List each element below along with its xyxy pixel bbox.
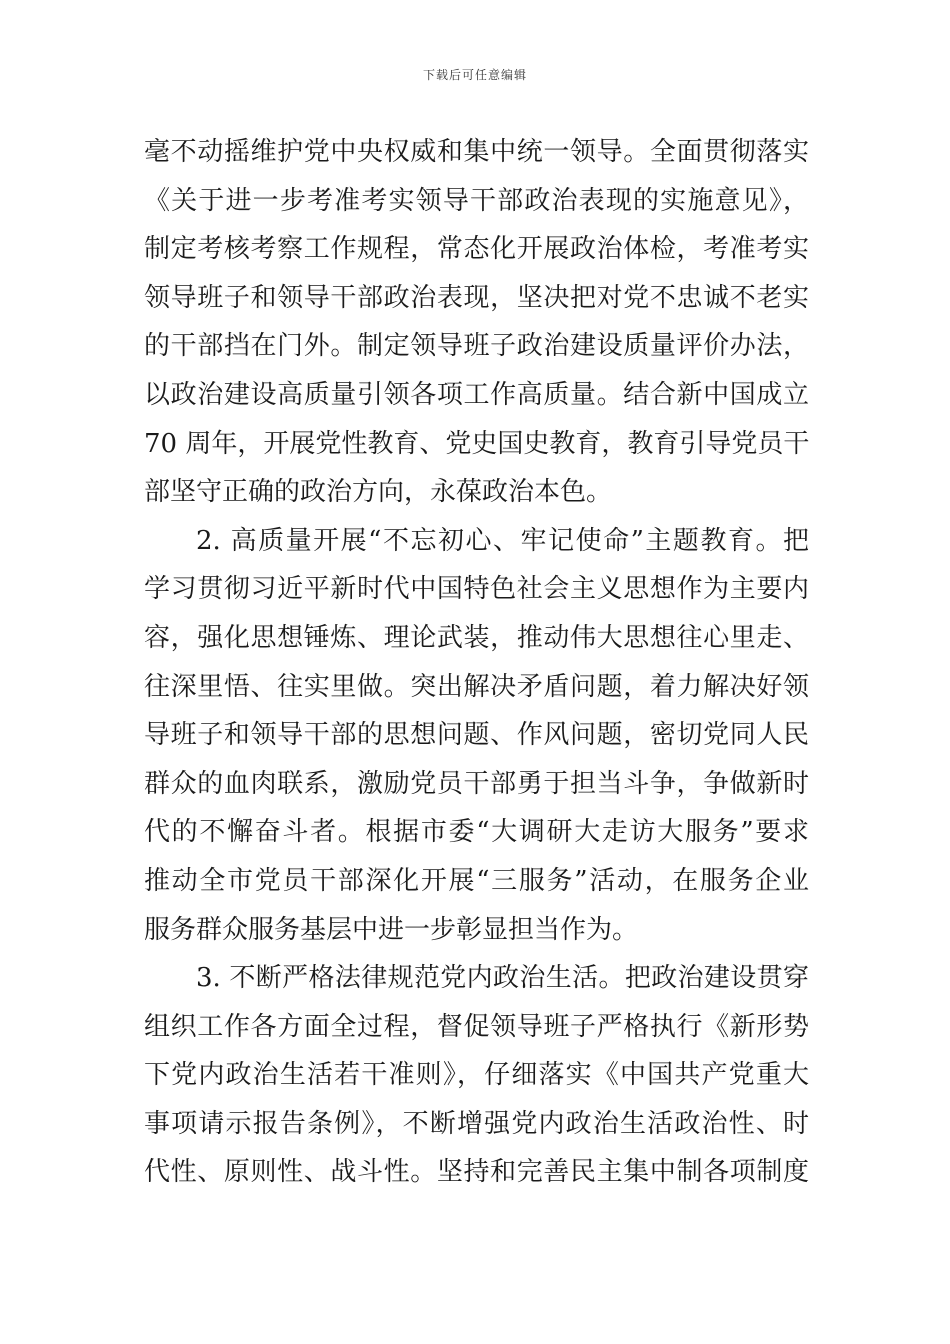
text-line: 以政治建设高质量引领各项工作高质量。结合新中国成立 [144,379,809,410]
text-line: 学习贯彻习近平新时代中国特色社会主义思想作为主要内 [144,574,809,605]
text-line: 组织工作各方面全过程，督促领导班子严格执行《新形势 [144,1011,809,1042]
text-line: 的干部挡在门外。制定领导班子政治建设质量评价办法， [144,331,809,362]
text-line: 领导班子和领导干部政治表现，坚决把对党不忠诚不老实 [144,282,809,313]
text-line: 往深里悟、往实里做。突出解决矛盾问题，着力解决好领 [144,671,809,702]
text-line: 群众的血肉联系，激励党员干部勇于担当斗争，争做新时 [144,768,809,799]
text-line: 代性、原则性、战斗性。坚持和完善民主集中制各项制度 [144,1157,809,1188]
text-line: 《关于进一步考准考实领导干部政治表现的实施意见》， [144,185,809,216]
text-line: 推动全市党员干部深化开展“三服务”活动，在服务企业 [144,865,809,896]
text-line: 服务群众服务基层中进一步彰显担当作为。 [144,914,639,945]
text-line: 70 周年，开展党性教育、党史国史教育，教育引导党员干 [144,428,809,459]
paragraph-start-line: 2. 高质量开展“不忘初心、牢记使命”主题教育。把 [196,525,809,556]
text-line: 制定考核考察工作规程，常态化开展政治体检，考准考实 [144,234,809,265]
text-line: 部坚守正确的政治方向，永葆政治本色。 [144,477,613,508]
text-line: 事项请示报告条例》，不断增强党内政治生活政治性、时 [144,1108,809,1139]
page-header-note: 下载后可任意编辑 [422,68,527,82]
document-body [144,128,809,1197]
text-line: 毫不动摇维护党中央权威和集中统一领导。全面贯彻落实 [144,137,809,167]
text-line: 下党内政治生活若干准则》，仔细落实《中国共产党重大 [144,1060,809,1091]
text-line: 容，强化思想锤炼、理论武装，推动伟大思想往心里走、 [144,622,809,653]
paragraph-start-line: 3. 不断严格法律规范党内政治生活。把政治建设贯穿 [196,963,809,994]
text-line: 代的不懈奋斗者。根据市委“大调研大走访大服务”要求 [144,817,809,848]
text-line: 导班子和领导干部的思想问题、作风问题，密切党同人民 [144,720,809,751]
